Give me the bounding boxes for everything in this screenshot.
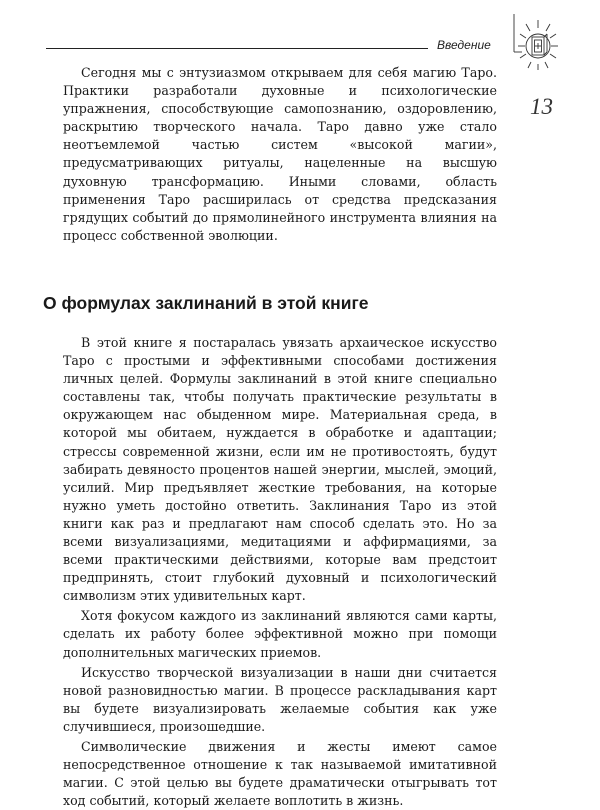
page-number: 13 [530, 94, 553, 119]
intro-paragraph: Сегодня мы с энтузиазмом открываем для себя магию Таро. Практики разработали духовные и психологические упражнения, способствующие самопознанию, оздоровлению, раскрытию творческого начала. Таро давно уже стало неотъемлемой частью систем «высокой магии», предусматривающих ритуалы, нацеленные на высшую духовную трансформацию. Иными словами, область применения Таро расширилась от средства предсказания грядущих событий до прямолинейного инструмента влияния на процесс собственной эволюции. [63, 65, 497, 243]
section-paragraph-2: Хотя фокусом каждого из заклинаний являются сами карты, сделать их работу более эффективной можно при помощи дополнительных магических приемов. [63, 608, 497, 660]
header-rule [46, 48, 428, 49]
section-paragraph-4: Символические движения и жесты имеют самое непосредственное отношение к так называемой имитативной магии. С этой целью вы будете драматически отыгрывать тот ход событий, который желаете воплотить в жизнь. [63, 739, 497, 809]
running-header-section-label: Введение [437, 38, 491, 52]
section-paragraph-1: В этой книге я постаралась увязать архаическое искусство Таро с простыми и эффективными способами достижения личных целей. Формулы заклинаний в этой книге специально составлены так, чтобы получать практические результаты в окружающем нас обыденном мире. Материальная среда, в которой мы обитаем, нуждается в обработке и адаптации; стрессы современной жизни, если им не противостоять, будут забирать девяносто процентов нашей энергии, мыслей, эмоций, усилий. Мир предъявляет жесткие требования, на которые нужно уметь достойно ответить. Заклинания Таро из этой книги как раз и предлагают нам способ сделать это. Но за всеми визуализациями, медитациями и аффирмациями, за всеми практическими действиями, которые вам предстоит предпринять, стоит глубокий духовный и психологический символизм этих удивительных карт. [63, 334, 497, 604]
page-body [43, 64, 497, 810]
tarot-card-emblem-icon [508, 14, 568, 90]
section-paragraph-3: Искусство творческой визуализации в наши дни считается новой разновидностью магии. В процессе раскладывания карт вы будете визуализировать желаемые события как уже случившиеся, произошедшие. [63, 664, 497, 734]
section-heading: О формулах заклинаний в этой книге [43, 292, 369, 313]
